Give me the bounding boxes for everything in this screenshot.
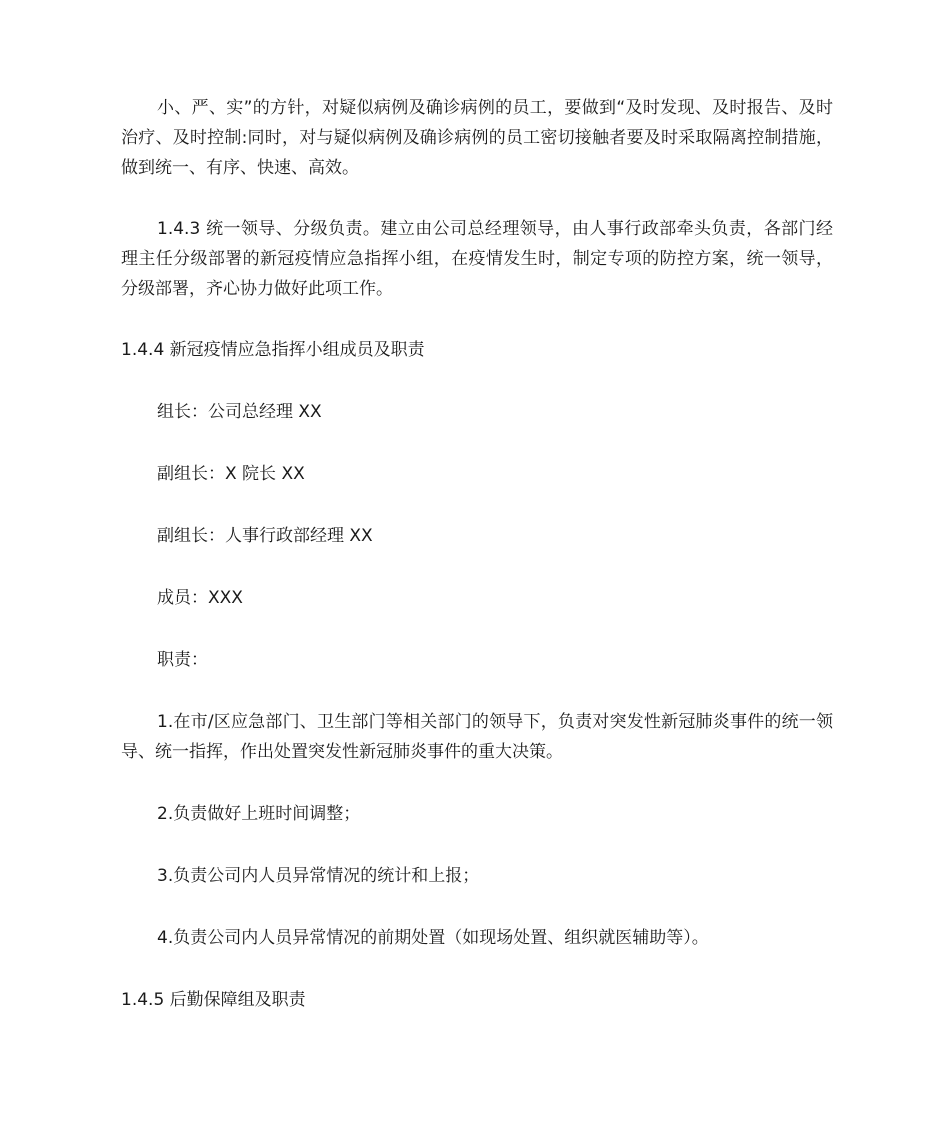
duty-item-3: 3.负责公司内人员异常情况的统计和上报； xyxy=(157,866,480,886)
duties-label: 职责： xyxy=(157,650,208,670)
duty-item-2: 2.负责做好上班时间调整； xyxy=(157,804,361,824)
member-deputy-leader-1: 副组长：X 院长 XX xyxy=(157,464,305,484)
duty-item-1: 1.在市/区应急部门、卫生部门等相关部门的领导下，负责对突发性新冠肺炎事件的统一领导、统一指挥，作出处置突发性新冠肺炎事件的重大决策。 xyxy=(121,712,833,762)
section-heading-1-4-4: 1.4.4 新冠疫情应急指挥小组成员及职责 xyxy=(121,340,425,360)
paragraph-principle: 小、严、实”的方针，对疑似病例及确诊病例的员工，要做到“及时发现、及时报告、及时治疗、及时控制:同时，对与疑似病例及确诊病例的员工密切接触者要及时采取隔离控制措施，做到统一、有序、快速、高效。 xyxy=(121,98,833,178)
paragraph-1-4-3: 1.4.3 统一领导、分级负责。建立由公司总经理领导，由人事行政部牵头负责，各部门经理主任分级部署的新冠疫情应急指挥小组，在疫情发生时，制定专项的防控方案，统一领导，分级部署，齐心协力做好此项工作。 xyxy=(121,219,833,299)
member-members: 成员：XXX xyxy=(157,588,243,608)
member-leader: 组长：公司总经理 XX xyxy=(157,402,322,422)
member-deputy-leader-2: 副组长：人事行政部经理 XX xyxy=(157,526,373,546)
duty-item-4: 4.负责公司内人员异常情况的前期处置（如现场处置、组织就医辅助等）。 xyxy=(157,928,709,948)
section-heading-1-4-5: 1.4.5 后勤保障组及职责 xyxy=(121,990,306,1010)
document-body xyxy=(121,93,833,1015)
